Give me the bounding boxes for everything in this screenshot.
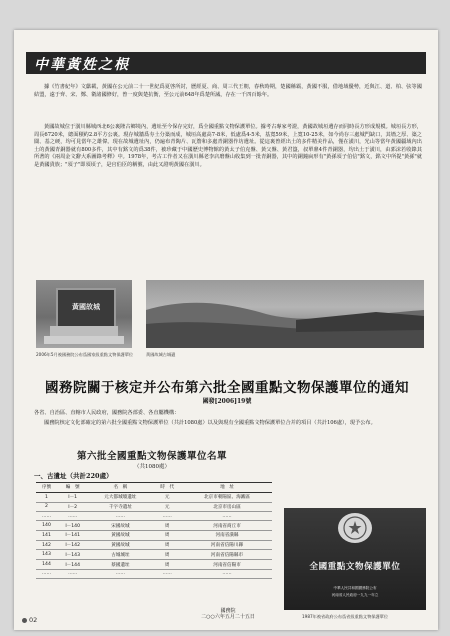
page-number-text: 02 <box>29 616 38 624</box>
header-index: 序號 <box>36 483 57 493</box>
plaque-issuer: 中華人民共和國國務院公布 <box>333 586 377 590</box>
cell-era: 周 <box>152 530 182 540</box>
cell-name: 千字寺遺址 <box>88 502 152 512</box>
heritage-plaque-photo <box>284 508 426 610</box>
notice-title: 國務院關于核定并公布第六批全國重點文物保護單位的通知 <box>45 380 409 396</box>
cell-index: …… <box>36 512 57 521</box>
page-number <box>22 616 37 624</box>
cell-era: 周 <box>152 521 182 531</box>
header-name: 名 稱 <box>88 483 152 493</box>
table-row <box>36 550 272 560</box>
table-row <box>36 512 272 521</box>
header-code: 編 號 <box>57 483 88 493</box>
cell-index: 2 <box>36 502 57 512</box>
cell-era: 周 <box>152 540 182 550</box>
cell-address: 北京市房山區 <box>182 502 272 512</box>
list-subtitle: （共1080處） <box>134 464 170 470</box>
table-row <box>36 540 272 550</box>
cell-index: 144 <box>36 560 57 570</box>
cell-name: 黃國故城 <box>88 530 152 540</box>
notice-body: 國務院核定文化部確定的第六批全國重點文物保護單位（共計1080處）以及與現有全國重點文物保護單位合并的項目（共計106處），現予公布。 <box>44 420 376 426</box>
table-header-row <box>36 483 272 493</box>
national-emblem-icon <box>338 513 372 543</box>
cell-code: Ⅰ－2 <box>57 502 88 512</box>
table-row <box>36 492 272 502</box>
cell-name: 古城城址 <box>88 550 152 560</box>
cell-address: …… <box>182 570 272 579</box>
stele-base <box>50 326 118 336</box>
stele-pedestal <box>44 336 124 344</box>
cell-code: …… <box>57 512 88 521</box>
stele-photo <box>36 280 132 348</box>
cell-name: …… <box>88 512 152 521</box>
plaque-main-text: 全國重點文物保護單位 <box>309 562 401 572</box>
table-row <box>36 560 272 570</box>
stele-inscription: 黃國故城 <box>72 302 100 311</box>
cell-index: 143 <box>36 550 57 560</box>
section-banner <box>26 52 426 74</box>
cell-code: Ⅰ－142 <box>57 540 88 550</box>
heritage-table <box>36 482 272 579</box>
cell-address: 河南省潢縣 <box>182 530 272 540</box>
table-row <box>36 502 272 512</box>
cell-era: …… <box>152 512 182 521</box>
table-row <box>36 521 272 531</box>
signature-block <box>184 608 272 621</box>
cell-address: 河南省信陽縣市 <box>182 550 272 560</box>
cell-code: Ⅰ－1 <box>57 492 88 502</box>
magazine-page <box>14 30 438 630</box>
cell-era: 元 <box>152 502 182 512</box>
cell-index: …… <box>36 570 57 579</box>
signature-org: 國務院 <box>220 608 236 614</box>
cell-address: 北京市朝陽區、海澱區 <box>182 492 272 502</box>
cell-era: 元 <box>152 492 182 502</box>
header-era: 時 代 <box>152 483 182 493</box>
cell-index: 1 <box>36 492 57 502</box>
cell-code: Ⅰ－144 <box>57 560 88 570</box>
notice-addressee: 各省、自治區、直轄市人民政府，國務院各部委、各直屬機構： <box>34 410 180 416</box>
intro-paragraph-2: 黃國故城位于潢川縣城西北6公裏隆古鄉境內，遺址至今保存完好，爲全國重點文物保護單位。據考古專家考證，黃國故城垣遺存而同時長方形成規模。城垣長方形，周長6720米，總面積約2.8平方公裏。現存城牆爲夯土分築而成，城垣高處高7-8米，低處爲4-5米，基寬59米，上寬10-25米，如今尚存三處城門缺口，其墻之厚、築之闊、基之硬，均可見當年之雄偉。現在故城遺址內，仍遍布青陶片、瓦簷和多處青銅器作坊遺址。從這裏曾經出土的多件精美作品，僅在潢川，光山等當年黃國疆域內出土的黃國青銅器就有800多件，其中有銘文的爲38件，被珍藏于中國歷史博物館的黃太子伯克盤、黃父盤、黃君簋，叔單鼎4件青銅器，均出土于潢川，由郭沫若收錄其所著的《兩周金文辭大系圖錄考釋》中。1978年，考古工作者又在潢川縣老李店磨盤山收集到一批青銅器，其中的銅鐘扁形有"黃孫須子伯信"銘文，銘文中所提"黃孫"就是黃國貴族；"須子"即須頃子，是官伯臣的稱號，由此又證明黃國在潢川。 <box>34 124 422 168</box>
notice-code: 國發[2006]19號 <box>202 398 252 405</box>
cell-era: 周 <box>152 560 182 570</box>
city-wall-photo <box>146 280 424 348</box>
cell-address: …… <box>182 512 272 521</box>
table-row <box>36 570 272 579</box>
header-address: 地 址 <box>182 483 272 493</box>
section-label: 一、古遺址（共計220處） <box>34 472 113 480</box>
cell-index: 141 <box>36 530 57 540</box>
cell-index: 142 <box>36 540 57 550</box>
photo2-caption: 黃國故城古城遺 <box>146 352 176 357</box>
photo1-caption: 2006年5月被國務院公布爲國家級重點文物保護單位 <box>36 352 134 357</box>
cell-code: Ⅰ－141 <box>57 530 88 540</box>
cell-name: 黃國故城 <box>88 540 152 550</box>
plaque-caption: 1987年被省政府公布爲省級重點文物保護單位 <box>302 614 389 619</box>
cell-era: 周 <box>152 550 182 560</box>
plaque-erector: 河南省人民政府一九九一年立 <box>331 593 379 597</box>
cell-address: 河南省信陽市 <box>182 560 272 570</box>
cell-name: 蔡國遺址 <box>88 560 152 570</box>
signature-date: 二○○六年五月二十五日 <box>201 614 255 621</box>
landscape-illustration <box>146 280 424 348</box>
list-title: 第六批全國重點文物保護單位名單 <box>76 451 227 462</box>
cell-era: …… <box>152 570 182 579</box>
cell-name: …… <box>88 570 152 579</box>
cell-code: …… <box>57 570 88 579</box>
page-dot-icon <box>22 618 27 623</box>
table-row <box>36 530 272 540</box>
intro-paragraph-1: 據《竹書紀年》文獻載，黃國在公元前二十一世紀爲夏啓所封，歷經夏、商、周三代王朝，春秋時期，楚國稱霸，黃國不服，借地域優勢，近與江、道、柏、弦等國結盟，遠于齊、宋、鄭、衛諸國修好，曾一度與楚抗衡，至公元前648年爲楚所滅，存在一千四百餘年。 <box>34 84 422 98</box>
cell-address: 河南省信陽川縣 <box>182 540 272 550</box>
cell-code: Ⅰ－140 <box>57 521 88 531</box>
cell-name: 宋國故城 <box>88 521 152 531</box>
banner-title: 中華黃姓之根 <box>34 57 130 73</box>
stele-stone <box>56 288 116 328</box>
cell-code: Ⅰ－143 <box>57 550 88 560</box>
cell-name: 元大都城墻遺址 <box>88 492 152 502</box>
cell-index: 140 <box>36 521 57 531</box>
cell-address: 河南省商丘市 <box>182 521 272 531</box>
